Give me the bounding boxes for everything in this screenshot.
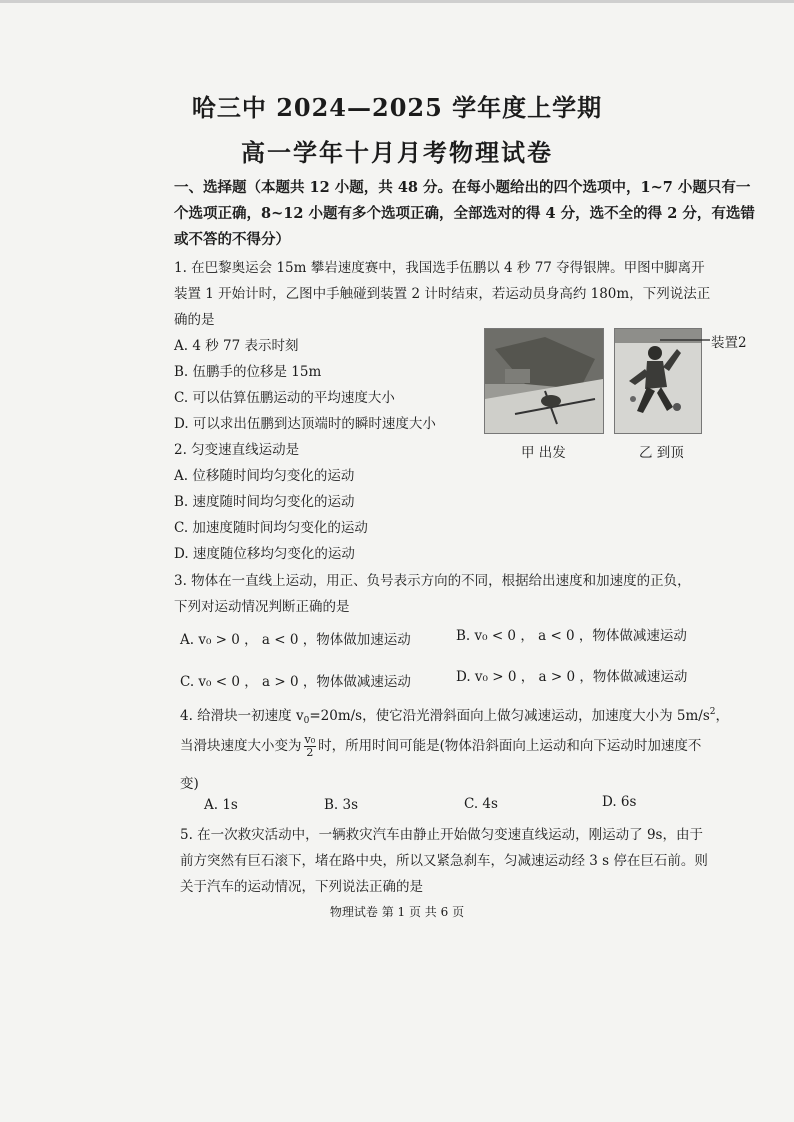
section-intro-line-3: 或不答的不得分）	[174, 231, 290, 248]
q3-option-b: B. v₀ < 0 ， a < 0 ，物体做减速运动	[456, 628, 687, 644]
q4-stem-line-2	[180, 734, 701, 759]
q4-unit-superscript: 2	[709, 707, 716, 717]
device-pointer-line	[660, 334, 712, 346]
q1-option-a: A. 4 秒 77 表示时刻	[174, 338, 299, 354]
q2-option-d: D. 速度随位移均匀变化的运动	[174, 546, 355, 562]
q4-v0-subscript: 0	[303, 716, 310, 726]
q1-stem-line-3: 确的是	[174, 312, 215, 328]
q4-stem-line-1	[180, 704, 729, 726]
q2-option-b: B. 速度随时间均匀变化的运动	[174, 494, 355, 510]
q3-option-d: D. v₀ > 0 ， a > 0 ，物体做减速运动	[456, 669, 688, 685]
q4-stem-text-e: 时，所用时间可能是(物体沿斜面向上运动和向下运动时加速度不	[318, 738, 702, 754]
page-footer: 物理试卷 第 1 页 共 6 页	[329, 905, 465, 919]
q2-stem: 2. 匀变速直线运动是	[174, 442, 300, 458]
q3-stem-line-2: 下列对运动情况判断正确的是	[174, 599, 350, 615]
q4-option-c: C. 4s	[464, 796, 498, 812]
q2-option-a: A. 位移随时间均匀变化的运动	[174, 468, 355, 484]
q4-option-d: D. 6s	[602, 794, 637, 810]
q1-option-d: D. 可以求出伍鹏到达顶端时的瞬时速度大小	[174, 416, 436, 432]
q4-stem-text-d: 当滑块速度大小变为	[180, 738, 302, 754]
q3-stem-line-1: 3. 物体在一直线上运动，用正、负号表示方向的不同，根据给出速度和加速度的正负，	[174, 573, 691, 589]
exam-subtitle: 高一学年十月月考物理试卷	[241, 138, 553, 167]
q1-stem-line-2: 装置 1 开始计时，乙图中手触碰到装置 2 计时结束，若运动员身高约 180m，下列说法正	[174, 286, 711, 302]
q5-stem-line-3: 关于汽车的运动情况，下列说法正确的是	[180, 879, 423, 895]
q1-option-b: B. 伍鹏手的位移是 15m	[174, 364, 322, 380]
caption-start: 甲 出发	[521, 445, 566, 461]
q4-stem-text-c: ，	[715, 708, 729, 724]
q4-stem-text-b: =20m/s，使它沿光滑斜面向上做匀减速运动，加速度大小为 5m/s	[309, 708, 710, 724]
q3-option-a: A. v₀ > 0 ， a < 0 ，物体做加速运动	[180, 632, 411, 648]
q5-stem-line-2: 前方突然有巨石滚下，堵在路中央，所以又紧急刹车，匀减速运动经 3 s 停在巨石前。则	[180, 853, 708, 869]
q4-option-a: A. 1s	[204, 797, 238, 813]
section-intro-line-1: 一、选择题（本题共 12 小题，共 48 分。在每小题给出的四个选项中，1~7 小题只有一	[174, 179, 751, 196]
photo-start	[484, 328, 604, 434]
q1-option-c: C. 可以估算伍鹏运动的平均速度大小	[174, 390, 395, 406]
q3-option-c: C. v₀ < 0 ， a > 0 ，物体做减速运动	[180, 674, 411, 690]
scan-edge	[0, 0, 794, 3]
q5-stem-line-1: 5. 在一次救灾活动中，一辆救灾汽车由静止开始做匀变速直线运动，刚运动了 9s，由于	[180, 827, 703, 843]
q2-option-c: C. 加速度随时间均匀变化的运动	[174, 520, 368, 536]
q4-stem-line-3: 变)	[180, 776, 199, 792]
device-2-label: 装置2	[711, 335, 747, 351]
photo-start-graphic	[485, 329, 603, 433]
exam-title: 哈三中 2024—2025 学年度上学期	[191, 93, 603, 122]
q4-fraction-numerator: v₀	[304, 733, 316, 746]
q4-fraction-denominator: 2	[306, 746, 314, 759]
caption-top: 乙 到顶	[639, 445, 684, 461]
q4-stem-text-a: 4. 给滑块一初速度 v	[180, 708, 304, 724]
section-intro-line-2: 个选项正确，8~12 小题有多个选项正确，全部选对的得 4 分，选不全的得 2 分，有选错	[174, 205, 755, 222]
q1-stem-line-1: 1. 在巴黎奥运会 15m 攀岩速度赛中，我国选手伍鹏以 4 秒 77 夺得银牌。甲图中脚离开	[174, 260, 705, 276]
q4-option-b: B. 3s	[324, 797, 359, 813]
q4-fraction	[304, 734, 317, 759]
